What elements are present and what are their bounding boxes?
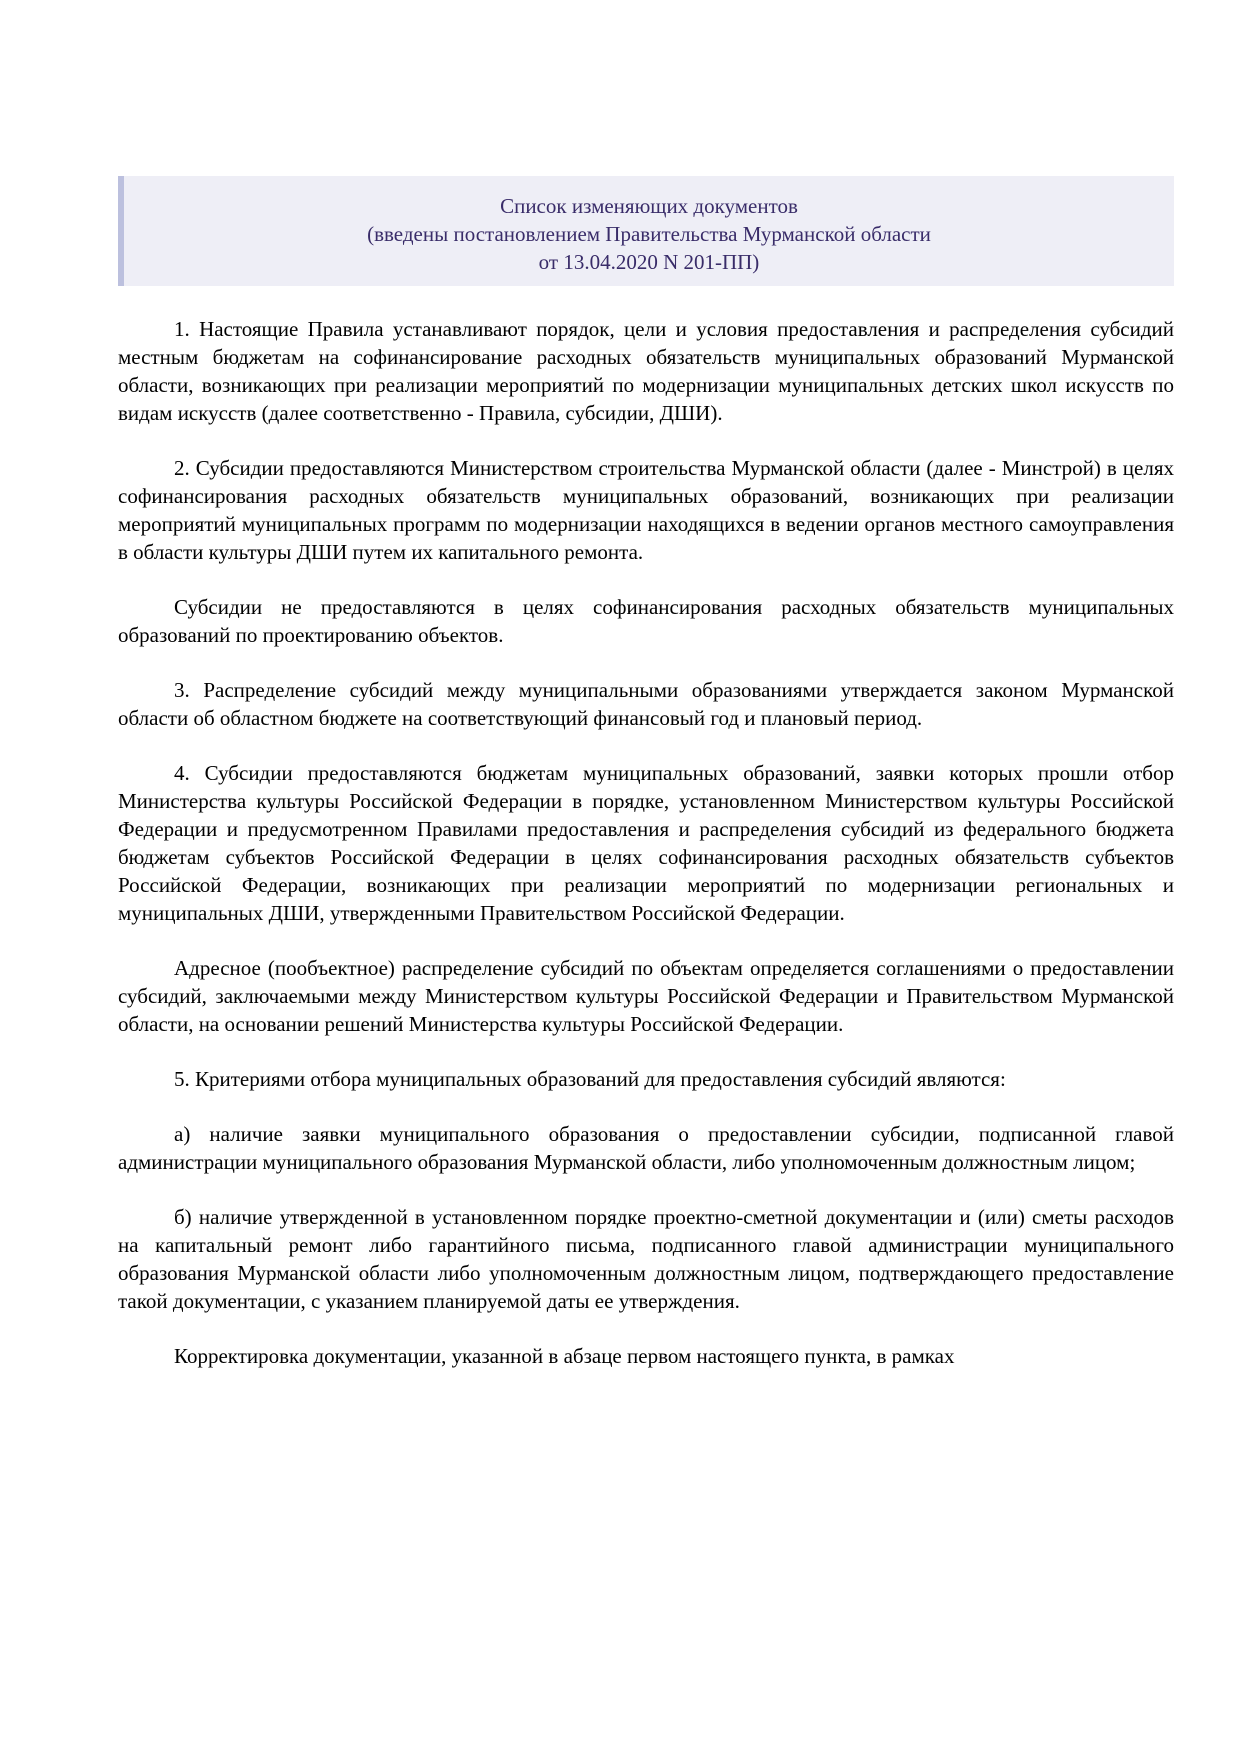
paragraph-5a: а) наличие заявки муниципального образования о предоставлении субсидии, подписанной главой администрации муниципального образования Мурманской области, либо уполномоченным должностным лицом; <box>118 1122 1174 1174</box>
paragraph-5: 5. Критериями отбора муниципальных образований для предоставления субсидий являются: <box>174 1067 1006 1091</box>
paragraph-5b: б) наличие утвержденной в установленном порядке проектно-сметной документации и (или) сметы расходов на капитальный ремонт либо гарантийного письма, подписанного главой администрации муниципального образования Мурманской области либо уполномоченным должностным лицом, подтверждающего предоставление такой документации, с указанием планируемой даты ее утверждения. <box>118 1205 1174 1313</box>
amending-documents-box <box>118 176 1174 286</box>
paragraph-1: 1. Настоящие Правила устанавливают порядок, цели и условия предоставления и распределения субсидий местным бюджетам на софинансирование расходных обязательств муниципальных образований Мурманской области, возникающих при реализации мероприятий по модернизации муниципальных детских школ искусств по видам искусств (далее соответственно - Правила, субсидии, ДШИ). <box>118 317 1174 425</box>
paragraph-2-note: Субсидии не предоставляются в целях софинансирования расходных обязательств муниципальных образований по проектированию объектов. <box>118 595 1174 647</box>
amending-documents-line: (введены постановлением Правительства Мурманской области <box>367 222 931 246</box>
amending-documents-date: от 13.04.2020 N 201-ПП) <box>538 250 760 274</box>
amending-documents-title: Список изменяющих документов <box>500 194 798 218</box>
paragraph-4-note: Адресное (пообъектное) распределение субсидий по объектам определяется соглашениями о предоставлении субсидий, заключаемыми между Министерством культуры Российской Федерации и Правительством Мурманской области, на основании решений Министерства культуры Российской Федерации. <box>118 956 1174 1036</box>
paragraph-5b-note: Корректировка документации, указанной в абзаце первом настоящего пункта, в рамках <box>174 1344 955 1368</box>
paragraph-2: 2. Субсидии предоставляются Министерством строительства Мурманской области (далее - Минстрой) в целях софинансирования расходных обязательств муниципальных образований, возникающих при реализации мероприятий муниципальных программ по модернизации находящихся в ведении органов местного самоуправления в области культуры ДШИ путем их капитального ремонта. <box>118 456 1174 564</box>
paragraph-3: 3. Распределение субсидий между муниципальными образованиями утверждается законом Мурманской области об областном бюджете на соответствующий финансовый год и плановый период. <box>118 678 1174 730</box>
paragraph-4: 4. Субсидии предоставляются бюджетам муниципальных образований, заявки которых прошли отбор Министерства культуры Российской Федерации в порядке, установленном Министерством культуры Российской Федерации и предусмотренном Правилами предоставления и распределения субсидий из федерального бюджета бюджетам субъектов Российской Федерации в целях софинансирования расходных обязательств субъектов Российской Федерации, возникающих при реализации мероприятий по модернизации региональных и муниципальных ДШИ, утвержденными Правительством Российской Федерации. <box>118 761 1174 925</box>
document-body <box>118 315 1174 1397</box>
